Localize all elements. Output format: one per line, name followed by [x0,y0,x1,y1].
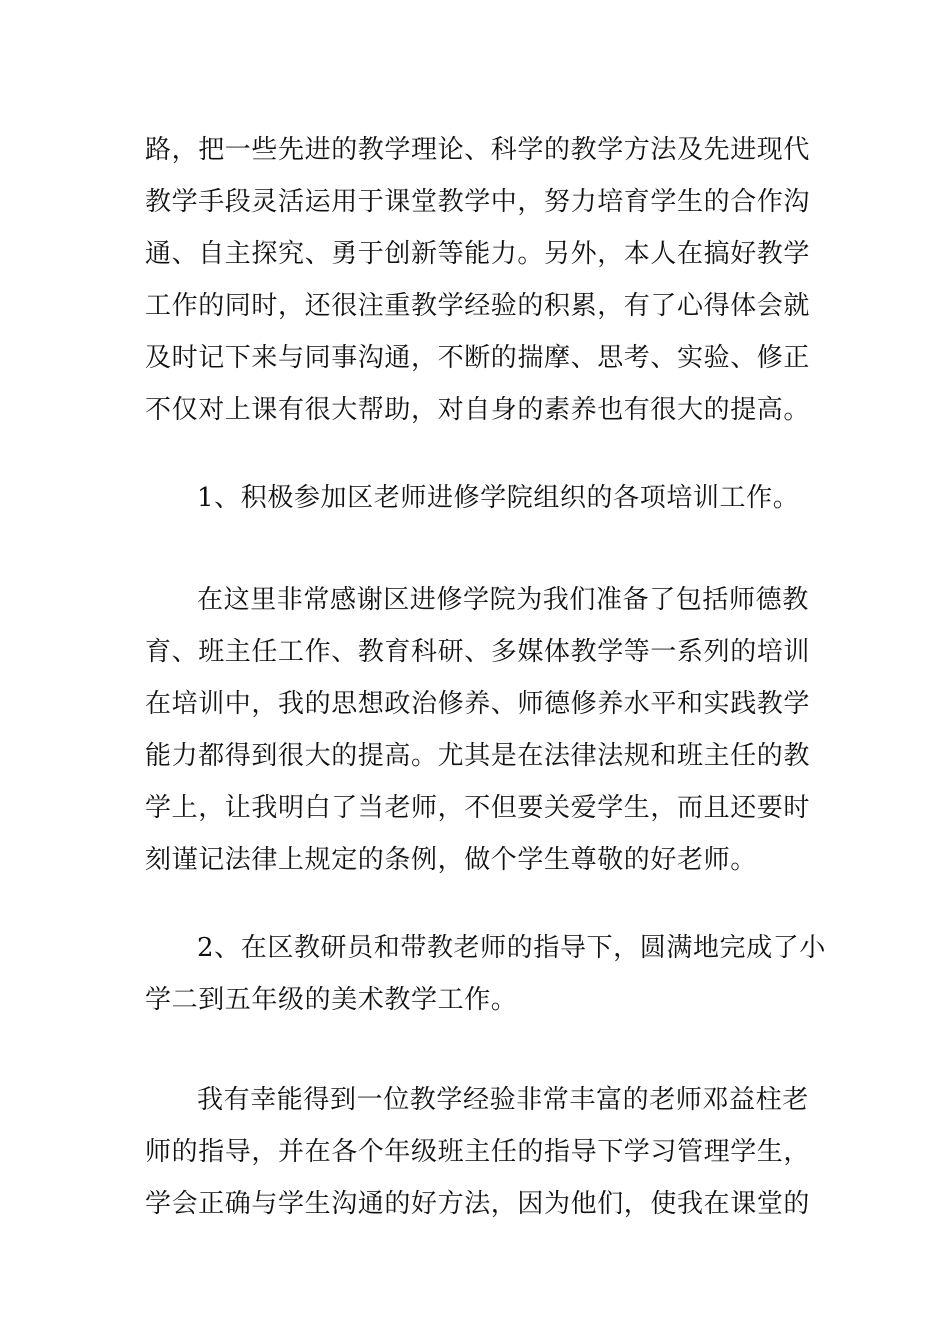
paragraph-item-1-heading [145,472,815,524]
paragraph-training [145,574,815,886]
text-line: 育、班主任工作、教育科研、多媒体教学等一系列的培训 [145,637,811,667]
text-line: 2、在区教研员和带教老师的指导下，圆满地完成了小 [197,933,826,963]
text-line: 不仅对上课有很大帮助，对自身的素养也有很大的提高。 [145,395,811,425]
text-line: 学上，让我明白了当老师，不但要关爱学生，而且还要时 [145,793,811,823]
text-line: 路，把一些先进的教学理论、科学的教学方法及先进现代 [145,135,811,165]
text-line: 教学手段灵活运用于课堂教学中，努力培育学生的合作沟 [145,187,811,217]
text-line: 在培训中，我的思想政治修养、师德修养水平和实践教学 [145,689,811,719]
text-line: 1、积极参加区老师进修学院组织的各项培训工作。 [197,483,800,513]
text-line: 工作的同时，还很注重教学经验的积累，有了心得体会就 [145,291,811,321]
text-line: 刻谨记法律上规定的条例，做个学生尊敬的好老师。 [145,845,757,875]
paragraph-item-2-heading [145,922,826,1026]
text-line: 在这里非常感谢区进修学院为我们准备了包括师德教 [197,585,809,615]
paragraph-mentor [145,1074,815,1230]
text-line: 学会正确与学生沟通的好方法，因为他们，使我在课堂的 [145,1189,811,1219]
text-line: 能力都得到很大的提高。尤其是在法律法规和班主任的教 [145,741,811,771]
text-line: 通、自主探究、勇于创新等能力。另外，本人在搞好教学 [145,239,811,269]
paragraph-teaching-methods [145,124,815,436]
text-line: 学二到五年级的美术教学工作。 [145,985,518,1015]
text-line: 师的指导，并在各个年级班主任的指导下学习管理学生， [145,1137,811,1167]
text-line: 我有幸能得到一位教学经验非常丰富的老师邓益柱老 [197,1085,809,1115]
text-line: 及时记下来与同事沟通，不断的揣摩、思考、实验、修正 [145,343,811,373]
